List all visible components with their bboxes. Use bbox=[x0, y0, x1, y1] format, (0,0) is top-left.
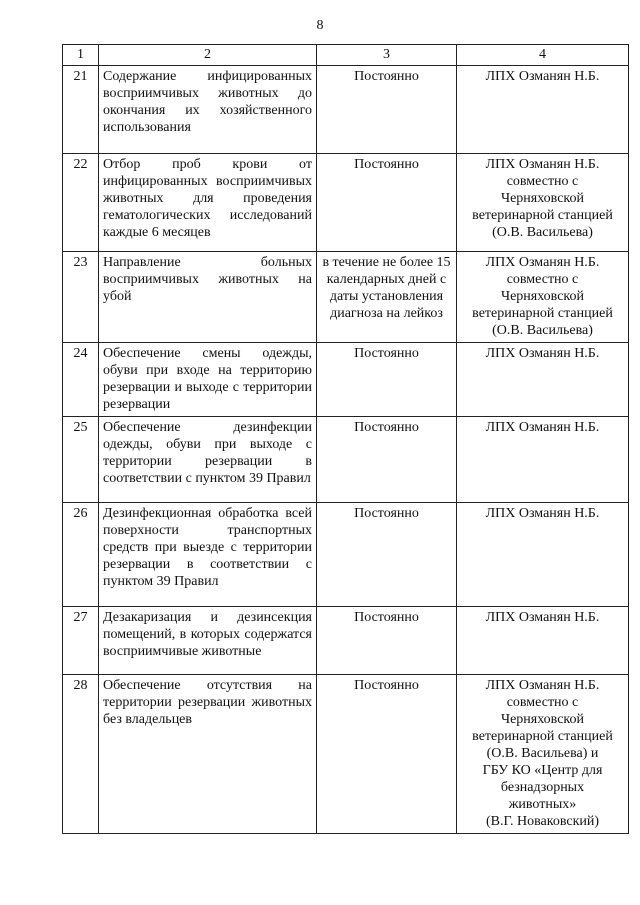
responsible-line: Черняховской bbox=[500, 191, 585, 206]
responsible-party bbox=[457, 503, 629, 607]
responsible-line: ЛПХ Озманян Н.Б. bbox=[485, 610, 600, 625]
responsible-line: ЛПХ Озманян Н.Б. bbox=[485, 346, 600, 361]
responsible-line: ЛПХ Озманян Н.Б. bbox=[485, 506, 600, 521]
responsible-line: ЛПХ Озманян Н.Б. bbox=[485, 157, 600, 172]
row-number: 22 bbox=[63, 154, 99, 252]
measure-description: Дезакаризация и дезинсекция помещений, в которых содержатся восприимчивые животные bbox=[99, 607, 317, 675]
table-row bbox=[63, 417, 629, 503]
table-row bbox=[63, 252, 629, 343]
measure-description: Обеспечение отсутствия на территории резервации животных без владельцев bbox=[99, 675, 317, 834]
responsible-line: (О.В. Васильева) bbox=[492, 323, 593, 338]
measures-table bbox=[62, 44, 629, 834]
table-row bbox=[63, 154, 629, 252]
measure-deadline: Постоянно bbox=[317, 417, 457, 503]
responsible-line: ветеринарной станцией bbox=[472, 208, 613, 223]
page-number: 8 bbox=[316, 18, 324, 33]
responsible-party bbox=[457, 417, 629, 503]
table-row bbox=[63, 607, 629, 675]
column-header: 1 bbox=[63, 45, 99, 66]
responsible-party bbox=[457, 675, 629, 834]
table-body bbox=[63, 66, 629, 834]
row-number: 24 bbox=[63, 343, 99, 417]
responsible-line: ЛПХ Озманян Н.Б. bbox=[485, 255, 600, 270]
row-number: 23 bbox=[63, 252, 99, 343]
row-number: 21 bbox=[63, 66, 99, 154]
measure-deadline: в течение не более 15 календарных дней с даты установления диагноза на лейкоз bbox=[317, 252, 457, 343]
responsible-line: безнадзорных bbox=[500, 780, 585, 795]
column-header: 4 bbox=[457, 45, 629, 66]
responsible-line: (О.В. Васильева) bbox=[492, 225, 593, 240]
measure-deadline: Постоянно bbox=[317, 607, 457, 675]
table-header-row bbox=[63, 45, 629, 66]
row-number: 26 bbox=[63, 503, 99, 607]
measure-description: Отбор проб крови от инфицированных восприимчивых животных для проведения гематологических исследований каждые 6 месяцев bbox=[99, 154, 317, 252]
column-header: 2 bbox=[99, 45, 317, 66]
responsible-line: совместно с bbox=[506, 174, 579, 189]
table-row bbox=[63, 66, 629, 154]
responsible-party bbox=[457, 252, 629, 343]
measure-deadline: Постоянно bbox=[317, 154, 457, 252]
responsible-party bbox=[457, 607, 629, 675]
table-row bbox=[63, 503, 629, 607]
responsible-line: ЛПХ Озманян Н.Б. bbox=[485, 420, 600, 435]
responsible-line: ГБУ КО «Центр для bbox=[482, 763, 603, 778]
measure-description: Дезинфекционная обработка всей поверхности транспортных средств при выезде с территории резервации в соответствии с пунктом 39 Правил bbox=[99, 503, 317, 607]
responsible-line: ЛПХ Озманян Н.Б. bbox=[485, 678, 600, 693]
responsible-party bbox=[457, 154, 629, 252]
responsible-line: ветеринарной станцией bbox=[472, 306, 613, 321]
responsible-line: ветеринарной станцией bbox=[472, 729, 613, 744]
measure-description: Обеспечение смены одежды, обуви при входе на территорию резервации и выходе с территории резервации bbox=[99, 343, 317, 417]
responsible-line: (В.Г. Новаковский) bbox=[485, 814, 600, 829]
measure-description: Содержание инфицированных восприимчивых животных до окончания их хозяйственного использования bbox=[99, 66, 317, 154]
measure-deadline: Постоянно bbox=[317, 675, 457, 834]
row-number: 28 bbox=[63, 675, 99, 834]
responsible-line: совместно с bbox=[506, 695, 579, 710]
table-row bbox=[63, 343, 629, 417]
measure-deadline: Постоянно bbox=[317, 343, 457, 417]
responsible-line: животных» bbox=[508, 797, 577, 812]
measure-description: Обеспечение дезинфекции одежды, обуви при выходе с территории резервации в соответствии с пунктом 39 Правил bbox=[99, 417, 317, 503]
responsible-line: (О.В. Васильева) и bbox=[486, 746, 599, 761]
responsible-line: совместно с bbox=[506, 272, 579, 287]
responsible-line: ЛПХ Озманян Н.Б. bbox=[485, 69, 600, 84]
measure-description: Направление больных восприимчивых животных на убой bbox=[99, 252, 317, 343]
table-row bbox=[63, 675, 629, 834]
column-header: 3 bbox=[317, 45, 457, 66]
row-number: 25 bbox=[63, 417, 99, 503]
responsible-line: Черняховской bbox=[500, 289, 585, 304]
responsible-party bbox=[457, 343, 629, 417]
responsible-line: Черняховской bbox=[500, 712, 585, 727]
responsible-party bbox=[457, 66, 629, 154]
measure-deadline: Постоянно bbox=[317, 503, 457, 607]
row-number: 27 bbox=[63, 607, 99, 675]
measure-deadline: Постоянно bbox=[317, 66, 457, 154]
